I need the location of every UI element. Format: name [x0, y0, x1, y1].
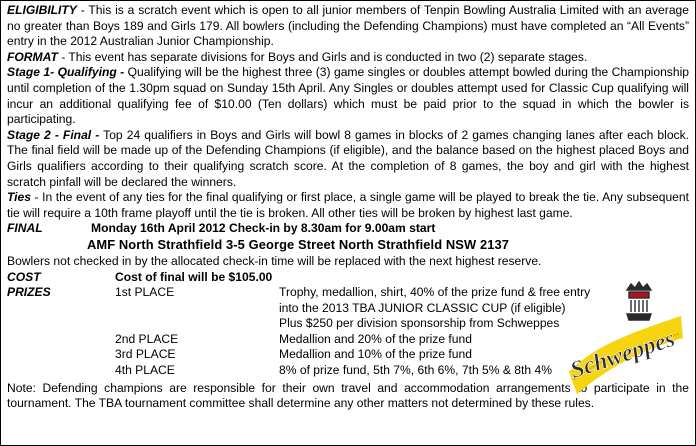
final-label: FINAL	[7, 221, 43, 236]
format-label: FORMAT	[7, 49, 58, 64]
ties-text: - In the event of any ties for the final qualifying or first place, a single game will be played to break the tie. Any subsequent tie will require a 10th frame playoff until the tie is broken. All other ties will be broken by highest last game.	[7, 190, 689, 220]
logo-fountain	[627, 282, 651, 320]
prize-desc: Medallion and 20% of the prize fund	[279, 331, 472, 346]
cost-label: COST	[7, 269, 41, 284]
prize-place: 1st PLACE	[115, 285, 175, 300]
prize-desc: 8% of prize fund, 5th 7%, 6th 6%, 7th 5% & 8th 4%	[279, 363, 552, 378]
eligibility-paragraph	[7, 3, 689, 50]
checkin-notice: Bowlers not checked in by the allocated check-in time will be replaced with the next highest reserve.	[7, 253, 542, 268]
final-venue: AMF North Strathfield 3-5 George Street North Strathfield NSW 2137	[87, 236, 510, 252]
format-paragraph	[7, 50, 689, 66]
venue-row	[7, 237, 689, 254]
stage1-text: Qualifying will be the highest three (3) game singles or doubles attempt bowled during the Championship until completion of the 1.30pm squad on Sunday 15th April. Any Singles or doubles attempt used for Classic Cup qualifying will incur an additional qualifying fee of $10.00 (Ten dollars) which must be paid prior to the squad in which the bowler is participating.	[7, 65, 689, 127]
eligibility-label: ELIGIBILITY	[7, 3, 77, 17]
final-row	[7, 221, 689, 237]
prize-place: 2nd PLACE	[115, 331, 179, 346]
schweppes-logo-icon	[563, 276, 687, 400]
cost-text: Cost of final will be $105.00	[115, 269, 273, 284]
prizes-label: PRIZES	[7, 285, 51, 300]
eligibility-text: - This is a scratch event which is open to all junior members of Tenpin Bowling Australia Limited with an average no greater than Boys 189 and Girls 179. All bowlers (including the Defending Champions) must have completed an “All Events” entry in the 2012 Australian Junior Championship.	[7, 3, 689, 49]
ties-paragraph	[7, 190, 689, 221]
logo-wordmark: Schweppes	[567, 325, 679, 385]
prize-desc: into the 2013 TBA JUNIOR CLASSIC CUP (if eligible)	[279, 300, 566, 315]
stage2-label: Stage 2 - Final -	[7, 127, 100, 142]
format-text: - This event has separate divisions for Boys and Girls and is conducted in two (2) separate stages.	[57, 49, 588, 64]
prize-desc: Trophy, medallion, shirt, 40% of the prize fund & free entry	[279, 285, 591, 300]
ties-label: Ties	[7, 190, 31, 205]
note-paragraph: Note: Defending champions are responsible for their own travel and accommodation arrangements to participate in the tournament. The TBA tournament committee shall determine any other matters not determined by these rules.	[7, 380, 689, 411]
final-checkin: Monday 16th April 2012 Check-in by 8.30am for 9.00am start	[91, 221, 436, 236]
prize-place: 3rd PLACE	[115, 347, 176, 362]
prize-place: 4th PLACE	[115, 363, 175, 378]
stage2-text: Top 24 qualifiers in Boys and Girls will bowl 8 games in blocks of 2 games changing lanes after each block. The final field will be made up of the Defending Champions (if eligible), and the balance based on the highest placed Boys and Girls qualifiers according to their qualifying scratch score. At the completion of 8 games, the boy and girl with the highest scratch pinfall will be declared the winners.	[7, 127, 690, 189]
schweppes-logo	[563, 276, 687, 400]
prize-desc: Medallion and 10% of the prize fund	[279, 347, 472, 362]
stage1-paragraph	[7, 65, 689, 127]
prize-desc: Plus $250 per division sponsorship from Schweppes	[279, 316, 560, 331]
stage1-label: Stage 1- Qualifying -	[7, 65, 125, 80]
stage2-paragraph	[7, 128, 689, 190]
